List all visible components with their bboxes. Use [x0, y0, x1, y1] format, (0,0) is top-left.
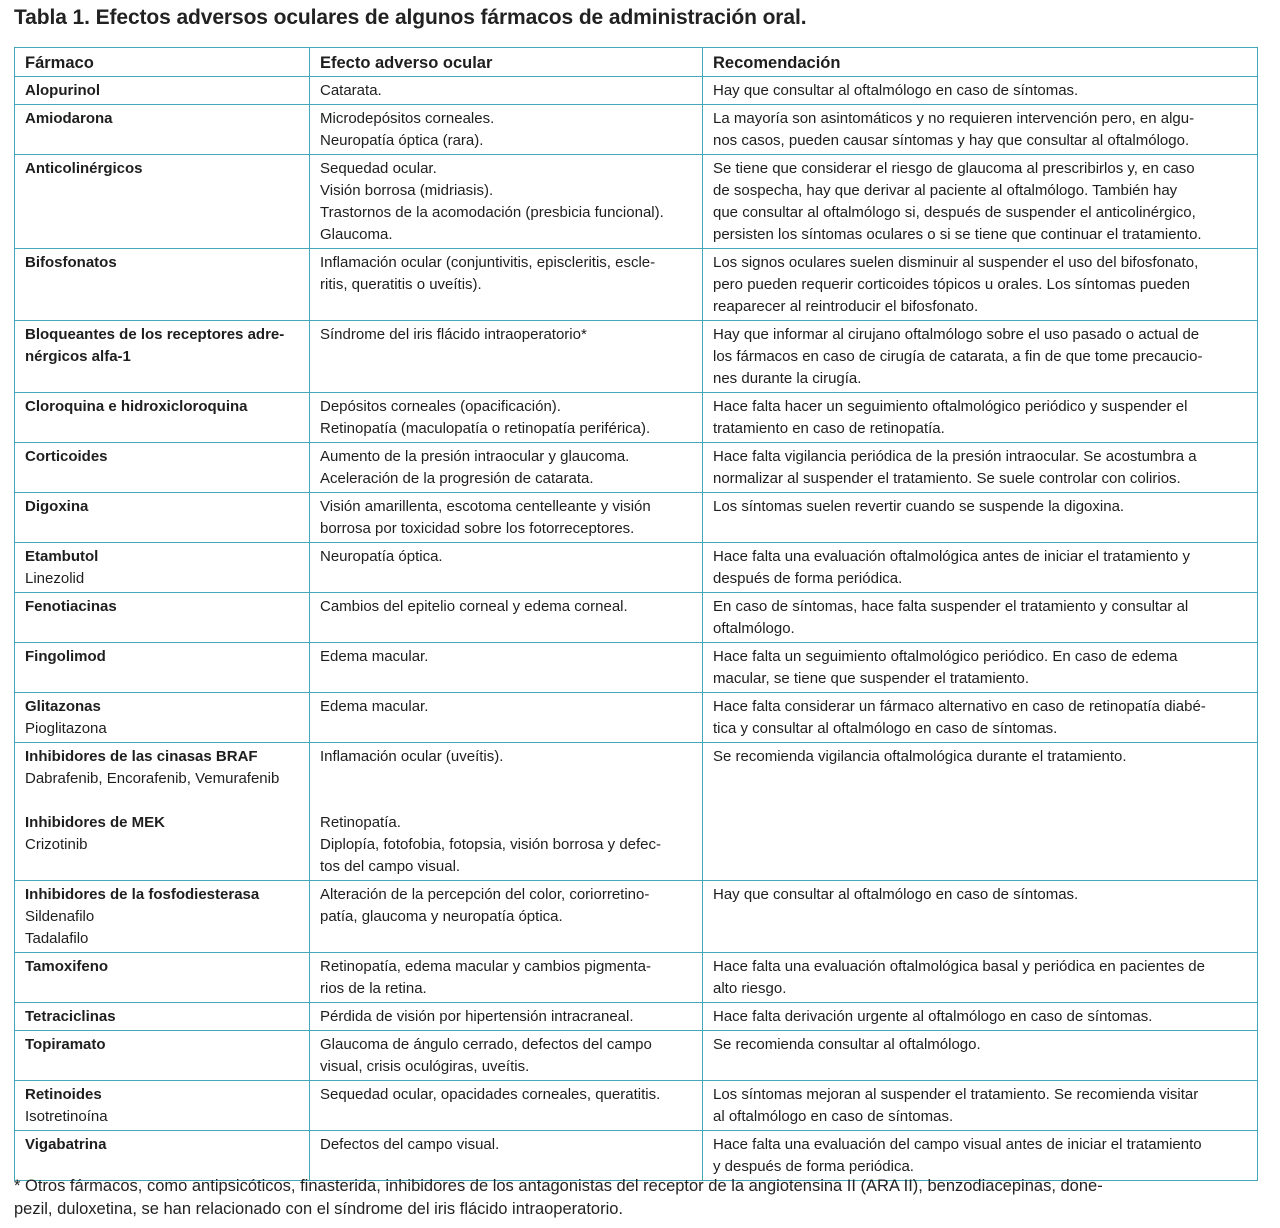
table-row	[15, 393, 1258, 443]
recommendation-cell	[703, 249, 1258, 321]
recommendation-cell	[703, 643, 1258, 693]
effect-text: Edema macular.	[320, 648, 429, 665]
drug-cell	[15, 881, 310, 953]
effect-text: Cambios del epitelio corneal y edema corneal.	[320, 598, 628, 615]
effect-text: visual, crisis oculógiras, uveítis.	[320, 1058, 530, 1075]
recommendation-text: Se recomienda consultar al oftalmólogo.	[713, 1036, 981, 1053]
drug-cell	[15, 543, 310, 593]
recommendation-cell	[703, 593, 1258, 643]
effect-cell	[310, 393, 703, 443]
recommendation-text: Hace falta vigilancia periódica de la presión intraocular. Se acostumbra a	[713, 448, 1197, 465]
table-row	[15, 643, 1258, 693]
table-body	[15, 77, 1258, 1181]
drug-name: Inhibidores de las cinasas BRAF	[25, 748, 258, 765]
drug-example: Crizotinib	[25, 836, 88, 853]
recommendation-text: Se recomienda vigilancia oftalmológica durante el tratamiento.	[713, 748, 1127, 765]
table-row	[15, 443, 1258, 493]
drug-example: Tadalafilo	[25, 930, 89, 947]
effect-text: Síndrome del iris flácido intraoperatorio*	[320, 326, 587, 343]
effect-text: Aceleración de la progresión de catarata.	[320, 470, 594, 487]
drug-name: Topiramato	[25, 1036, 106, 1053]
effect-text: borrosa por toxicidad sobre los fotorreceptores.	[320, 520, 635, 537]
effect-text: Depósitos corneales (opacificación).	[320, 398, 561, 415]
table-row	[15, 1081, 1258, 1131]
recommendation-text: En caso de síntomas, hace falta suspender el tratamiento y consultar al	[713, 598, 1189, 615]
drug-name: Fingolimod	[25, 648, 106, 665]
recommendation-text: alto riesgo.	[713, 980, 787, 997]
drug-cell	[15, 105, 310, 155]
effect-text: ritis, queratitis o uveítis).	[320, 276, 482, 293]
effect-cell	[310, 543, 703, 593]
drug-name: Alopurinol	[25, 82, 100, 99]
drug-name: Bloqueantes de los receptores adre-	[25, 326, 285, 343]
effect-text: Microdepósitos corneales.	[320, 110, 495, 127]
recommendation-cell	[703, 693, 1258, 743]
effect-text: Retinopatía.	[320, 814, 401, 831]
effect-cell	[310, 593, 703, 643]
table-row	[15, 543, 1258, 593]
table-row	[15, 321, 1258, 393]
drug-example: Isotretinoína	[25, 1108, 108, 1125]
effect-text: Catarata.	[320, 82, 382, 99]
recommendation-text: tratamiento en caso de retinopatía.	[713, 420, 945, 437]
drug-example: Linezolid	[25, 570, 85, 587]
effect-cell	[310, 105, 703, 155]
effect-text: tos del campo visual.	[320, 858, 461, 875]
effect-text: Sequedad ocular.	[320, 160, 437, 177]
header-row	[15, 48, 1258, 77]
footnote-line: * Otros fármacos, como antipsicóticos, finasterida, inhibidores de los antagonistas del receptor de la angiotensina II (ARA II), benzodiacepinas, done-	[14, 1177, 1103, 1195]
effect-text: rios de la retina.	[320, 980, 427, 997]
table-row	[15, 493, 1258, 543]
effect-cell	[310, 953, 703, 1003]
drug-cell	[15, 155, 310, 249]
effect-text: Trastornos de la acomodación (presbicia funcional).	[320, 204, 664, 221]
recommendation-text: y después de forma periódica.	[713, 1158, 914, 1175]
effect-text: patía, glaucoma y neuropatía óptica.	[320, 908, 563, 925]
effect-text: Glaucoma.	[320, 226, 393, 243]
effect-cell	[310, 1081, 703, 1131]
drug-name: Etambutol	[25, 548, 99, 565]
recommendation-cell	[703, 953, 1258, 1003]
effect-cell	[310, 1031, 703, 1081]
drug-name: Fenotiacinas	[25, 598, 117, 615]
recommendation-text: Hay que consultar al oftalmólogo en caso de síntomas.	[713, 886, 1079, 903]
effect-cell	[310, 693, 703, 743]
recommendation-text: macular, se tiene que suspender el tratamiento.	[713, 670, 1030, 687]
effect-text: Diplopía, fotofobia, fotopsia, visión borrosa y defec-	[320, 836, 662, 853]
recommendation-text: Los síntomas suelen revertir cuando se suspende la digoxina.	[713, 498, 1125, 515]
drug-cell	[15, 443, 310, 493]
column-header-effect: Efecto adverso ocular	[310, 48, 703, 77]
table-row	[15, 881, 1258, 953]
table-row	[15, 743, 1258, 881]
drug-name: Tamoxifeno	[25, 958, 109, 975]
drug-example: Pioglitazona	[25, 720, 107, 737]
effect-text: Sequedad ocular, opacidades corneales, queratitis.	[320, 1086, 661, 1103]
recommendation-cell	[703, 1081, 1258, 1131]
drug-cell	[15, 693, 310, 743]
recommendation-cell	[703, 155, 1258, 249]
recommendation-text: Hace falta considerar un fármaco alternativo en caso de retinopatía diabé-	[713, 698, 1206, 715]
drug-name: Retinoides	[25, 1086, 102, 1103]
effect-text: Edema macular.	[320, 698, 429, 715]
effect-cell	[310, 321, 703, 393]
effect-text: Retinopatía (maculopatía o retinopatía periférica).	[320, 420, 651, 437]
effect-text: Pérdida de visión por hipertensión intracraneal.	[320, 1008, 634, 1025]
effect-cell	[310, 249, 703, 321]
drug-cell	[15, 393, 310, 443]
recommendation-text: que consultar al oftalmólogo si, después de suspender el anticolinérgico,	[713, 204, 1196, 221]
drug-name: Anticolinérgicos	[25, 160, 143, 177]
recommendation-text: pero pueden requerir corticoides tópicos u orales. Los síntomas pueden	[713, 276, 1190, 293]
drug-cell	[15, 77, 310, 105]
recommendation-text: después de forma periódica.	[713, 570, 903, 587]
row-spacer	[320, 768, 692, 790]
effect-text: Neuropatía óptica.	[320, 548, 443, 565]
page-title: Tabla 1. Efectos adversos oculares de algunos fármacos de administración oral.	[14, 6, 807, 29]
effect-cell	[310, 643, 703, 693]
effect-text: Retinopatía, edema macular y cambios pigmenta-	[320, 958, 651, 975]
table-row	[15, 155, 1258, 249]
drug-name: Cloroquina e hidroxicloroquina	[25, 398, 248, 415]
recommendation-cell	[703, 881, 1258, 953]
footnote-line: pezil, duloxetina, se han relacionado con el síndrome del iris flácido intraoperatorio.	[14, 1200, 624, 1218]
effect-text: Inflamación ocular (conjuntivitis, episcleritis, escle-	[320, 254, 656, 271]
effect-cell	[310, 1003, 703, 1031]
drug-example: Sildenafilo	[25, 908, 95, 925]
table-row	[15, 249, 1258, 321]
drug-name: nérgicos alfa-1	[25, 348, 131, 365]
column-header-drug: Fármaco	[15, 48, 310, 77]
recommendation-cell	[703, 105, 1258, 155]
drug-cell	[15, 953, 310, 1003]
recommendation-cell	[703, 443, 1258, 493]
recommendation-text: Los signos oculares suelen disminuir al suspender el uso del bifosfonato,	[713, 254, 1199, 271]
table-row	[15, 1031, 1258, 1081]
drug-cell	[15, 1131, 310, 1181]
table-row	[15, 77, 1258, 105]
recommendation-text: los fármacos en caso de cirugía de catarata, a fin de que tome precaucio-	[713, 348, 1203, 365]
effect-cell	[310, 493, 703, 543]
drug-cell	[15, 321, 310, 393]
recommendation-cell	[703, 743, 1258, 881]
drug-cell	[15, 643, 310, 693]
effect-cell	[310, 881, 703, 953]
drug-cell	[15, 1031, 310, 1081]
table-row	[15, 105, 1258, 155]
drug-name: Inhibidores de MEK	[25, 814, 166, 831]
recommendation-text: Hay que informar al cirujano oftalmólogo sobre el uso pasado o actual de	[713, 326, 1200, 343]
column-header-recommendation: Recomendación	[703, 48, 1258, 77]
recommendation-cell	[703, 321, 1258, 393]
drug-cell	[15, 493, 310, 543]
row-spacer	[25, 790, 299, 812]
effect-cell	[310, 1131, 703, 1181]
drug-cell	[15, 249, 310, 321]
drug-name: Bifosfonatos	[25, 254, 117, 271]
effect-cell	[310, 155, 703, 249]
effect-text: Visión borrosa (midriasis).	[320, 182, 494, 199]
drug-name: Glitazonas	[25, 698, 101, 715]
recommendation-text: Hace falta una evaluación oftalmológica basal y periódica en pacientes de	[713, 958, 1205, 975]
effect-text: Inflamación ocular (uveítis).	[320, 748, 504, 765]
drug-cell	[15, 1003, 310, 1031]
effect-text: Visión amarillenta, escotoma centelleante y visión	[320, 498, 651, 515]
drug-name: Corticoides	[25, 448, 108, 465]
recommendation-text: Hace falta un seguimiento oftalmológico periódico. En caso de edema	[713, 648, 1178, 665]
recommendation-text: normalizar al suspender el tratamiento. Se suele controlar con colirios.	[713, 470, 1181, 487]
drug-cell	[15, 743, 310, 881]
recommendation-text: oftalmólogo.	[713, 620, 795, 637]
recommendation-cell	[703, 543, 1258, 593]
effect-text: Defectos del campo visual.	[320, 1136, 500, 1153]
effect-cell	[310, 443, 703, 493]
recommendation-cell	[703, 493, 1258, 543]
drug-cell	[15, 593, 310, 643]
footnote	[14, 1175, 1264, 1221]
effect-text: Glaucoma de ángulo cerrado, defectos del campo	[320, 1036, 652, 1053]
table-row	[15, 693, 1258, 743]
drug-name: Digoxina	[25, 498, 89, 515]
recommendation-text: Hay que consultar al oftalmólogo en caso de síntomas.	[713, 82, 1079, 99]
effect-text: Alteración de la percepción del color, coriorretino-	[320, 886, 650, 903]
recommendation-cell	[703, 393, 1258, 443]
drug-example: Dabrafenib, Encorafenib, Vemurafenib	[25, 770, 280, 787]
recommendation-text: nos casos, pueden causar síntomas y hay que consultar al oftalmólogo.	[713, 132, 1190, 149]
table-row	[15, 593, 1258, 643]
recommendation-text: de sospecha, hay que derivar al paciente al oftalmólogo. También hay	[713, 182, 1178, 199]
recommendation-cell	[703, 1003, 1258, 1031]
effect-cell	[310, 77, 703, 105]
drug-cell	[15, 1081, 310, 1131]
recommendation-text: Hace falta una evaluación oftalmológica antes de iniciar el tratamiento y	[713, 548, 1190, 565]
recommendation-text: al oftalmólogo en caso de síntomas.	[713, 1108, 954, 1125]
drug-name: Tetraciclinas	[25, 1008, 116, 1025]
recommendation-cell	[703, 77, 1258, 105]
effect-text: Neuropatía óptica (rara).	[320, 132, 484, 149]
table-row	[15, 953, 1258, 1003]
recommendation-text: reaparecer al reintroducir el bifosfonato.	[713, 298, 979, 315]
row-spacer	[320, 790, 692, 812]
recommendation-text: Los síntomas mejoran al suspender el tratamiento. Se recomienda visitar	[713, 1086, 1199, 1103]
recommendation-cell	[703, 1031, 1258, 1081]
drug-name: Amiodarona	[25, 110, 113, 127]
recommendation-text: Hace falta derivación urgente al oftalmólogo en caso de síntomas.	[713, 1008, 1153, 1025]
recommendation-cell	[703, 1131, 1258, 1181]
drug-name: Inhibidores de la fosfodiesterasa	[25, 886, 260, 903]
recommendation-text: Se tiene que considerar el riesgo de glaucoma al prescribirlos y, en caso	[713, 160, 1195, 177]
effect-cell	[310, 743, 703, 881]
recommendation-text: Hace falta una evaluación del campo visual antes de iniciar el tratamiento	[713, 1136, 1202, 1153]
effect-text: Aumento de la presión intraocular y glaucoma.	[320, 448, 630, 465]
table-row	[15, 1003, 1258, 1031]
drug-name: Vigabatrina	[25, 1136, 107, 1153]
recommendation-text: La mayoría son asintomáticos y no requieren intervención pero, en algu-	[713, 110, 1195, 127]
table-row	[15, 1131, 1258, 1181]
recommendation-text: nes durante la cirugía.	[713, 370, 862, 387]
adverse-effects-table	[14, 47, 1258, 1181]
recommendation-text: tica y consultar al oftalmólogo en caso de síntomas.	[713, 720, 1058, 737]
recommendation-text: persisten los síntomas oculares o si se tiene que continuar el tratamiento.	[713, 226, 1202, 243]
recommendation-text: Hace falta hacer un seguimiento oftalmológico periódico y suspender el	[713, 398, 1188, 415]
